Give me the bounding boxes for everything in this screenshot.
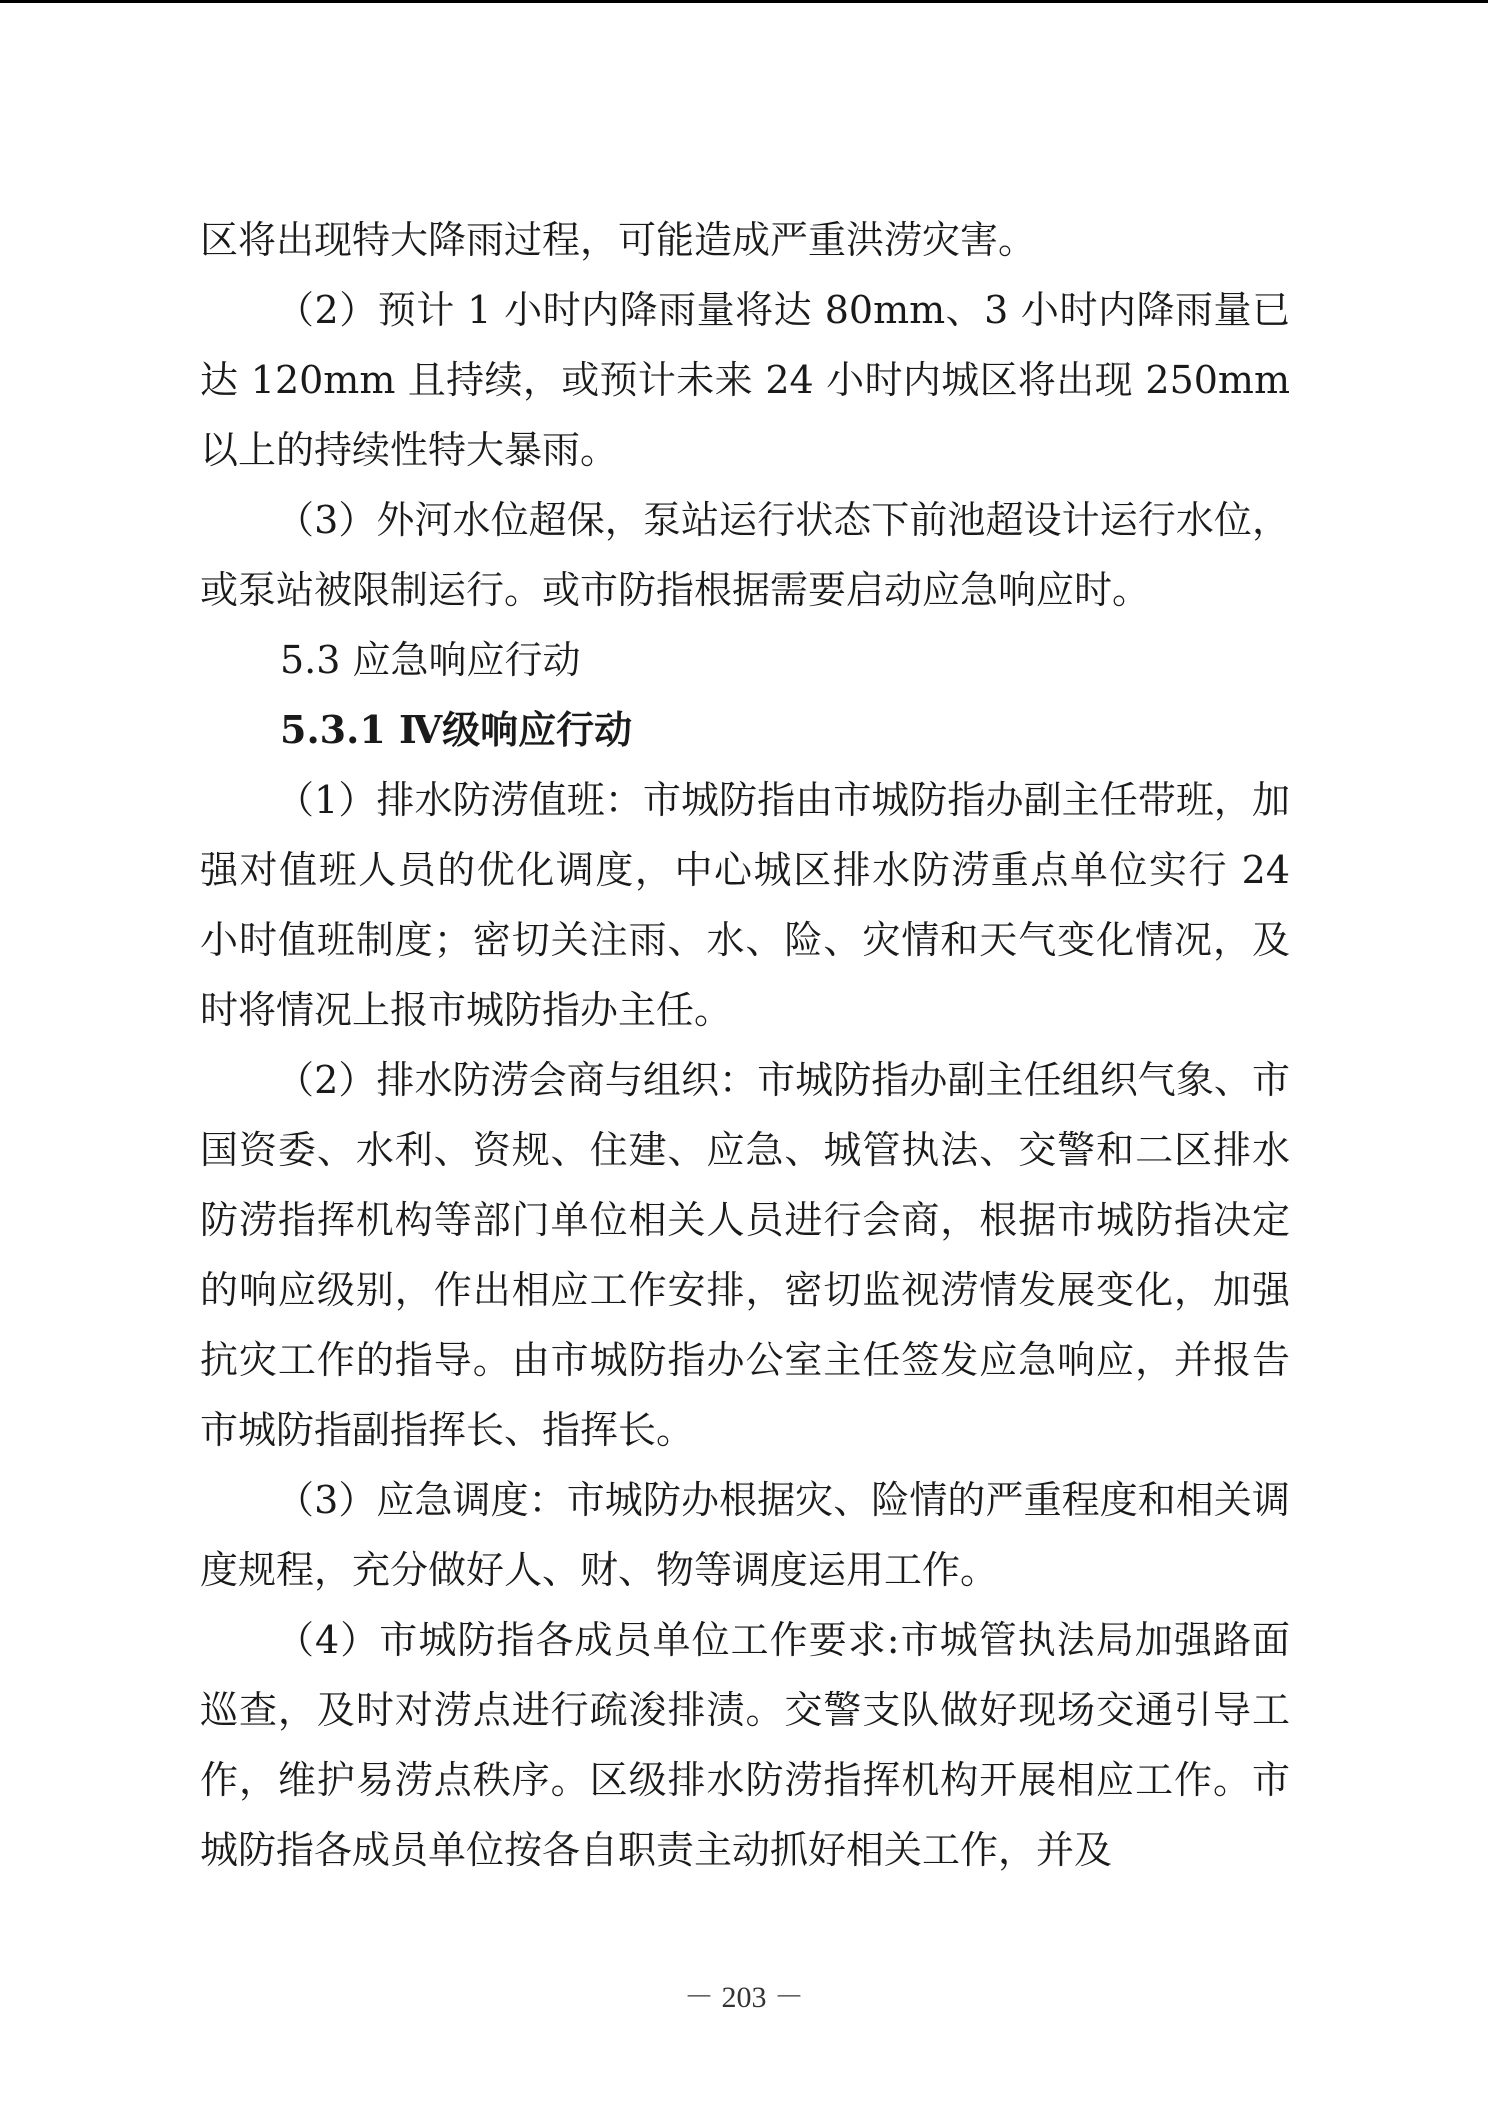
paragraph-condition-3: （3）外河水位超保，泵站运行状态下前池超设计运行水位，或泵站被限制运行。或市防指根据需要启动应急响应时。 [200, 498, 1290, 612]
page-number: － 203 － [684, 1981, 804, 2014]
paragraph-consultation: （2）排水防涝会商与组织：市城防指办副主任组织气象、市国资委、水利、资规、住建、应急、城管执法、交警和二区排水防涝指挥机构等部门单位相关人员进行会商，根据市城防指决定的响应级别，作出相应工作安排，密切监视涝情发展变化，加强抗灾工作的指导。由市城防指办公室主任签发应急响应，并报告市城防指副指挥长、指挥长。 [200, 1058, 1290, 1452]
paragraph-member-units: （4）市城防指各成员单位工作要求:市城管执法局加强路面巡查，及时对涝点进行疏浚排渍。交警支队做好现场交通引导工作，维护易涝点秩序。区级排水防涝指挥机构开展相应工作。市城防指各成员单位按各自职责主动抓好相关工作，并及 [200, 1618, 1290, 1872]
paragraph-dispatch: （3）应急调度：市城防办根据灾、险情的严重程度和相关调度规程，充分做好人、财、物等调度运用工作。 [200, 1478, 1290, 1592]
paragraph-condition-2: （2）预计 1 小时内降雨量将达 80mm、3 小时内降雨量已达 120mm 且持续，或预计未来 24 小时内城区将出现 250mm 以上的持续性特大暴雨。 [200, 288, 1290, 472]
paragraph-duty: （1）排水防涝值班：市城防指由市城防指办副主任带班，加强对值班人员的优化调度，中心城区排水防涝重点单位实行 24 小时值班制度；密切关注雨、水、险、灾情和天气变化情况，及时将情况上报市城防指办主任。 [200, 778, 1290, 1032]
paragraph-continuation: 区将出现特大降雨过程，可能造成严重洪涝灾害。 [200, 218, 1037, 262]
document-body [200, 205, 1290, 1885]
top-border-line [0, 0, 1488, 3]
section-heading-5-3: 5.3 应急响应行动 [280, 638, 581, 682]
section-heading-5-3-1: 5.3.1 Ⅳ级响应行动 [280, 707, 633, 752]
